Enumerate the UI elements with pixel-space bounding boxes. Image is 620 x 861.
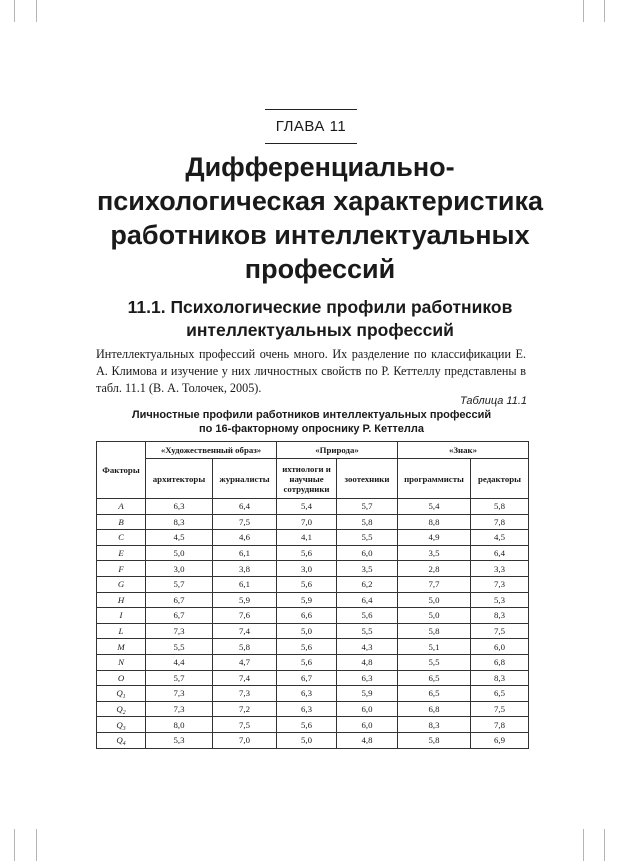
value-cell: 8,0 (146, 717, 213, 733)
column-header: архитекторы (146, 459, 213, 499)
section-heading-line: 11.1. Психологические профили работников (127, 297, 513, 317)
value-cell: 3,8 (213, 561, 277, 577)
factor-subscript: 4 (122, 741, 126, 748)
factor-letter: A (118, 501, 124, 512)
value-cell: 6,6 (277, 608, 337, 624)
value-cell: 6,5 (398, 670, 471, 686)
value-cell: 6,0 (337, 701, 398, 717)
factor-cell (97, 686, 146, 702)
value-cell: 5,6 (277, 654, 337, 670)
table-caption-line: по 16-факторному опроснику Р. Кеттелла (199, 423, 424, 435)
value-cell: 5,8 (471, 499, 529, 515)
chapter-title (60, 150, 580, 286)
section-heading-line: интеллектуальных профессий (186, 320, 454, 340)
value-cell: 7,3 (213, 686, 277, 702)
value-cell: 7,3 (146, 623, 213, 639)
value-cell: 6,3 (146, 499, 213, 515)
value-cell: 5,7 (146, 670, 213, 686)
value-cell: 7,3 (146, 686, 213, 702)
value-cell: 5,3 (146, 732, 213, 748)
value-cell: 8,3 (471, 670, 529, 686)
table-row (97, 514, 529, 530)
value-cell: 6,3 (277, 686, 337, 702)
value-cell: 5,7 (146, 576, 213, 592)
chapter-title-line: психологическая характеристика (96, 186, 544, 216)
value-cell: 5,8 (213, 639, 277, 655)
value-cell: 6,0 (337, 717, 398, 733)
factor-cell (97, 670, 146, 686)
factor-letter: Q (116, 719, 123, 730)
table-row (97, 545, 529, 561)
factor-cell (97, 514, 146, 530)
table-row (97, 561, 529, 577)
column-header: ихтиологи и научные сотрудники (277, 459, 337, 499)
table-row (97, 592, 529, 608)
value-cell: 7,8 (471, 514, 529, 530)
factor-cell (97, 717, 146, 733)
value-cell: 5,9 (277, 592, 337, 608)
value-cell: 7,5 (213, 717, 277, 733)
crop-mark (14, 829, 15, 861)
value-cell: 6,1 (213, 576, 277, 592)
section-heading (80, 296, 560, 342)
value-cell: 5,0 (146, 545, 213, 561)
factor-cell (97, 576, 146, 592)
value-cell: 5,8 (398, 732, 471, 748)
factor-cell (97, 654, 146, 670)
factor-letter: Q (116, 735, 123, 746)
value-cell: 5,9 (213, 592, 277, 608)
value-cell: 4,6 (213, 530, 277, 546)
table-row (97, 499, 529, 515)
value-cell: 6,7 (277, 670, 337, 686)
factor-cell (97, 530, 146, 546)
value-cell: 4,7 (213, 654, 277, 670)
value-cell: 8,3 (471, 608, 529, 624)
value-cell: 5,6 (277, 639, 337, 655)
value-cell: 3,5 (337, 561, 398, 577)
crop-mark (36, 829, 37, 861)
factor-letter: I (119, 610, 123, 621)
value-cell: 7,3 (471, 576, 529, 592)
value-cell: 6,0 (471, 639, 529, 655)
column-header: редакторы (471, 459, 529, 499)
value-cell: 7,7 (398, 576, 471, 592)
value-cell: 5,9 (337, 686, 398, 702)
value-cell: 6,8 (398, 701, 471, 717)
value-cell: 5,5 (337, 623, 398, 639)
value-cell: 5,0 (277, 623, 337, 639)
value-cell: 6,2 (337, 576, 398, 592)
value-cell: 5,6 (277, 576, 337, 592)
value-cell: 4,1 (277, 530, 337, 546)
value-cell: 6,4 (471, 545, 529, 561)
value-cell: 5,5 (337, 530, 398, 546)
value-cell: 5,3 (471, 592, 529, 608)
data-table (96, 441, 529, 749)
value-cell: 6,4 (337, 592, 398, 608)
factor-letter: F (118, 563, 124, 574)
crop-mark (583, 829, 584, 861)
factor-letter: H (117, 594, 125, 605)
crop-mark (36, 0, 37, 22)
value-cell: 6,1 (213, 545, 277, 561)
factor-letter: O (117, 672, 125, 683)
value-cell: 5,4 (398, 499, 471, 515)
group-header: «Знак» (398, 442, 529, 459)
table-row (97, 608, 529, 624)
value-cell: 7,5 (471, 623, 529, 639)
column-header: зоотехники (337, 459, 398, 499)
table-caption-line: Личностные профили работников интеллектуальных профессий (131, 409, 492, 421)
factor-cell (97, 499, 146, 515)
factor-letter: Q (116, 704, 123, 715)
value-cell: 6,9 (471, 732, 529, 748)
value-cell: 3,5 (398, 545, 471, 561)
value-cell: 5,0 (277, 732, 337, 748)
factor-cell (97, 608, 146, 624)
factor-cell (97, 639, 146, 655)
value-cell: 4,5 (471, 530, 529, 546)
factor-letter: B (118, 516, 124, 527)
value-cell: 6,5 (471, 686, 529, 702)
value-cell: 2,8 (398, 561, 471, 577)
value-cell: 4,9 (398, 530, 471, 546)
table-row (97, 701, 529, 717)
value-cell: 4,8 (337, 654, 398, 670)
chapter-title-line: профессий (244, 254, 396, 284)
table-row (97, 530, 529, 546)
value-cell: 5,8 (398, 623, 471, 639)
column-header: программисты (398, 459, 471, 499)
value-cell: 6,0 (337, 545, 398, 561)
value-cell: 7,0 (213, 732, 277, 748)
value-cell: 5,7 (337, 499, 398, 515)
factor-letter: L (118, 626, 124, 637)
value-cell: 6,7 (146, 592, 213, 608)
value-cell: 3,3 (471, 561, 529, 577)
factor-subscript: 3 (122, 725, 126, 732)
factor-letter: N (118, 657, 124, 668)
column-header: журналисты (213, 459, 277, 499)
value-cell: 7,4 (213, 623, 277, 639)
value-cell: 3,0 (146, 561, 213, 577)
value-cell: 4,4 (146, 654, 213, 670)
table-row (97, 686, 529, 702)
value-cell: 4,8 (337, 732, 398, 748)
value-cell: 6,8 (471, 654, 529, 670)
table-row (97, 576, 529, 592)
value-cell: 6,3 (337, 670, 398, 686)
value-cell: 5,6 (337, 608, 398, 624)
chapter-title-line: Дифференциально- (185, 152, 455, 182)
factor-letter: E (118, 548, 124, 559)
table-row (97, 670, 529, 686)
factors-header: Факторы (97, 442, 146, 499)
crop-mark (604, 829, 605, 861)
value-cell: 5,6 (277, 545, 337, 561)
value-cell: 6,4 (213, 499, 277, 515)
value-cell: 4,3 (337, 639, 398, 655)
group-header: «Художественный образ» (146, 442, 277, 459)
value-cell: 5,8 (337, 514, 398, 530)
factor-letter: G (117, 579, 125, 590)
value-cell: 7,6 (213, 608, 277, 624)
value-cell: 7,2 (213, 701, 277, 717)
chapter-label: ГЛАВА 11 (265, 109, 357, 144)
crop-mark (14, 0, 15, 22)
factor-letter: M (117, 641, 125, 652)
chapter-title-line: работников интеллектуальных (110, 220, 530, 250)
intro-paragraph: Интеллектуальных профессий очень много. Их разделение по классификации Е. А. Климова и изучение у них личностных свойств по Р. Кеттеллу представлены в табл. 11.1 (В. А. Толочек, 2005). (96, 347, 526, 395)
value-cell: 7,0 (277, 514, 337, 530)
table-row (97, 732, 529, 748)
value-cell: 8,3 (398, 717, 471, 733)
factor-cell (97, 592, 146, 608)
factor-letter: Q (116, 688, 123, 699)
group-header: «Природа» (277, 442, 398, 459)
value-cell: 5,0 (398, 608, 471, 624)
value-cell: 6,5 (398, 686, 471, 702)
table-row (97, 717, 529, 733)
factor-cell (97, 545, 146, 561)
factor-subscript: 1 (122, 694, 126, 701)
value-cell: 5,6 (277, 717, 337, 733)
value-cell: 5,5 (146, 639, 213, 655)
factor-cell (97, 623, 146, 639)
value-cell: 6,7 (146, 608, 213, 624)
table-label: Таблица 11.1 (459, 395, 527, 407)
factor-letter: C (118, 532, 124, 543)
value-cell: 5,1 (398, 639, 471, 655)
table-row (97, 654, 529, 670)
value-cell: 7,5 (213, 514, 277, 530)
value-cell: 4,5 (146, 530, 213, 546)
crop-mark (583, 0, 584, 22)
table-row (97, 623, 529, 639)
value-cell: 5,0 (398, 592, 471, 608)
factor-cell (97, 701, 146, 717)
factor-cell (97, 732, 146, 748)
value-cell: 7,8 (471, 717, 529, 733)
value-cell: 8,3 (146, 514, 213, 530)
table-row (97, 639, 529, 655)
value-cell: 6,3 (277, 701, 337, 717)
value-cell: 5,4 (277, 499, 337, 515)
factor-cell (97, 561, 146, 577)
crop-mark (604, 0, 605, 22)
value-cell: 7,4 (213, 670, 277, 686)
value-cell: 3,0 (277, 561, 337, 577)
value-cell: 5,5 (398, 654, 471, 670)
factor-subscript: 2 (122, 710, 126, 717)
value-cell: 8,8 (398, 514, 471, 530)
table-caption (96, 408, 527, 436)
value-cell: 7,5 (471, 701, 529, 717)
value-cell: 7,3 (146, 701, 213, 717)
